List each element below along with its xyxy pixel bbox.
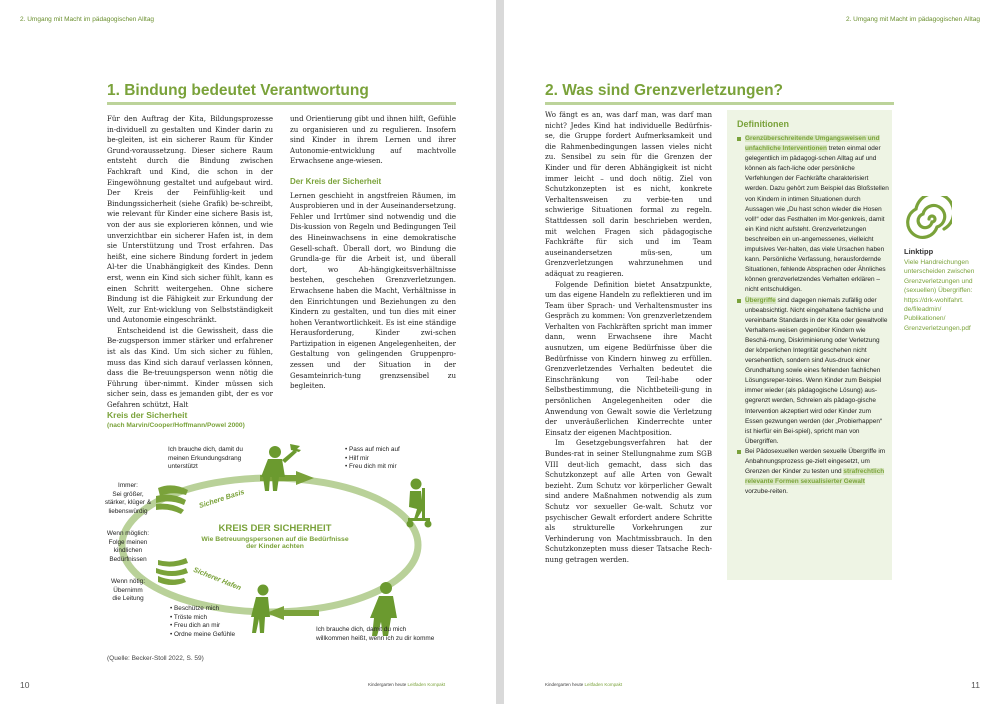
linktipp-line: (sexuellen) Übergriffen:	[904, 287, 973, 295]
linktipp-line: Viele Handreichungen	[904, 259, 969, 266]
spiral-icon	[906, 196, 952, 242]
footer-brand: Kindergarten heute	[368, 682, 407, 687]
footer	[545, 682, 622, 687]
diagram-subtitle: (nach Marvin/Cooper/Hoffmann/Powel 2000)	[107, 422, 245, 429]
label-line: unterstützt	[168, 463, 198, 471]
label-line: Bedürfnissen	[109, 555, 147, 563]
definitions-title: Definitionen	[737, 119, 789, 129]
label-line: • Pass auf mich auf	[345, 446, 400, 453]
label-line: Ich brauche dich, damit du mich	[316, 626, 407, 633]
page-number: 10	[20, 680, 30, 690]
label-bottom-left	[170, 605, 235, 639]
paragraph: Lernen geschieht in angstfreien Räumen, im Ausprobieren und in der Auseinandersetzung. Fehler und Irrtümer sind notwendig und die Dis-kussion von Regeln und Bedingungen Teil des Hineinwachsens in eine demokratische Gesell-schaft. Überall dort, wo Bindung die Grundla-ge für die Arbeit ist, und überall dort, wo Ab-hängigkeitsverhältnisse bestehen, geschehen Grenzverletzungen. Erwachsene haben die Macht, Verhältnisse in den Einrichtungen und Beziehungen zu den Kindern zu gestalten, und tun dies mit einer hohen Verantwortlichkeit. Es ist eine ständige Herausforderung, Kinder zwi-schen Partizipation in eigenen Angelegenheiten, der Gestaltung von gelingenden Gruppenpro-zessen und der Situation in der Gesamteinrich-tung grenzsensibel zu begleiten.	[290, 190, 456, 391]
linktipp-title: Linktipp	[904, 247, 934, 256]
definition-item	[737, 447, 889, 497]
label-line: • Ordne meine Gefühle	[170, 630, 236, 638]
label-if-possible	[100, 530, 156, 564]
label-line: stärker, klüger &	[104, 499, 152, 507]
label-if-necessary	[100, 578, 156, 604]
definition-item	[737, 296, 889, 447]
diagram-title: Kreis der Sicherheit	[107, 410, 188, 420]
footer-series: Leitfaden Kompakt	[584, 682, 623, 687]
body-column	[545, 110, 712, 566]
footer-brand: Kindergarten heute	[545, 682, 584, 687]
title-rule	[545, 102, 894, 105]
arc-label-safe-haven: Sicherer Hafen	[192, 564, 243, 593]
child-running-icon	[251, 585, 270, 634]
label-line: Folge meinen	[108, 538, 148, 546]
label-line: die Leitung	[112, 595, 144, 603]
paragraph: Im Gesetzgebungsverfahren hat der Bundes-rat in seiner Stellungnahme zum SGB VIII deut-lich gemacht, dass sich das Schutzkonzept auf alle Arten von Gewalt bezieht. Zum Schutz vor körperlicher Gewalt sind andere Maßnahmen notwendig als zum Schutz vor sexueller Ge-walt. Schutz vor psychischer Gewalt erfordert andere Schritte als strukturelle Vorkehrungen zur Verhinderung von Machtmissbrauch. In den Schutzkonzepten muss dieser Tatsache Rech-nung getragen werden.	[545, 438, 712, 564]
definition-text: sind dagegen niemals zufällig oder unbeabsichtigt. Nicht eingehaltene fachliche und vereinbarte Standards in der Kita oder gewaltvolle Verhaltens-weisen gegenüber Kindern wie Beschä-mung, Diskriminierung oder Verletzung der körperlichen Integrität geschehen nicht versehentlich, sondern sind Aus-druck einer Grundhaltung sowie eines fehlenden fachlichen Lösungsreper-toires. Wenn Kinder zum Beispiel immer wieder (als pädagogische Lösung) aus-gegrenzt werden, Schreien als pädago-gische Intervention akzeptiert wird oder Kinder zum Essen gezwungen werden (der „Probierhappen“ ist hierfür ein Bei-spiel), spricht man von Übergriffen.	[745, 296, 888, 445]
paragraph: Folgende Definition bietet Ansatzpunkte, um das eigene Handeln zu reflektieren und im Team über Sprach- und Verhaltensmuster ins Gespräch zu kommen: Von grenzverletzendem Verhalten von Fachkräften spricht man immer dann, wenn Erwachsene ihre Macht ausnutzen, um eigene Bedürfnisse über die Bedürfnisse von Kindern hinweg zu erfüllen. Grenzverletzendes Verhalten bedeutet die Einschränkung von Teil-habe oder Selbstbestimmung, die Nichtbeteili-gung in persönlichen Angelegenheiten oder die Anwendung von Gewalt sowie die Verletzung der unveräußerlichen Kinderrechte unter Einsatz der eigenen Machtposition.	[545, 279, 712, 437]
label-line: willkommen heißt, wenn ich zu dir komme	[316, 634, 435, 642]
label-line: • Freu dich an mir	[170, 622, 221, 630]
label-line: • Hilf mir	[345, 454, 369, 462]
label-bottom-need	[316, 626, 434, 643]
linktipp-link[interactable]: Publikationen/	[904, 315, 946, 323]
body-column-2	[290, 114, 456, 392]
right-page	[504, 0, 1000, 704]
label-line: Übernimm	[113, 586, 143, 594]
diagram-center-text	[190, 523, 360, 550]
definition-text: treten einmal oder gelegentlich im pädagogi-schen Alltag auf und können als fach-liche oder persönliche Verfehlungen der Fachkräfte charakterisiert werden. Dazu gehört zum Beispiel das Bloßstellen von Kindern in intimen Situationen durch Aussagen wie „Du hast schon wieder die Hosen voll!“ oder das Festhalten im Mor-genkreis, damit ein Kind nicht aufsteht. Grenzverletzungen beschreiben ein un-angemessenes, vielleicht impulsives Ver-halten, das viele Ursachen haben kann. Persönliche Verfassung, herausfordernde Situationen, fehlende Absprachen oder Ähnliches können grenzverletzendes Verhalten erklären – nicht entschuldigen.	[745, 145, 889, 294]
label-line: Wenn nötig:	[111, 578, 145, 585]
highlight-term: Grenzüberschreitende Umgangsweisen und unfachliche Interventionen	[745, 135, 880, 153]
label-line: liebenswürdig	[108, 507, 148, 515]
center-subtitle-line: der Kinder achten	[246, 543, 304, 550]
label-line: • Beschütze mich	[170, 605, 220, 612]
child-playing-icon	[261, 444, 301, 491]
linktipp-link[interactable]: de/fileadmin/	[904, 306, 942, 314]
label-line: kindlichen	[113, 547, 143, 555]
label-line: Sei größer,	[112, 490, 144, 498]
body-column-1	[107, 114, 273, 411]
linktipp-text	[904, 258, 994, 333]
running-head: 2. Umgang mit Macht im pädagogischen Alltag	[845, 16, 980, 23]
definitions-list	[737, 134, 889, 497]
paragraph: und Orientierung gibt und ihnen hilft, Gefühle zu organisieren und zu regulieren. Insofern sind Kinder in ihrem Lernen und ihrer Autonomie-entwicklung auf machtvolle Erwachsene ange-wiesen.	[290, 114, 456, 166]
paragraph: Wo fängt es an, was darf man, was darf man nicht? Jedes Kind hat individuelle Bedürfnis-se, die Gruppe fordert Aufmerksamkeit und die Rahmenbedingungen lassen vieles nicht zu. Sensibel zu sein für die Grenzen der Kinder und für deren Abhängigkeit ist nicht immer leicht – und doch nötig. Ziel von Schutzkonzepten ist es nicht, konkrete Verhaltensweisen zu verbie-ten und schwierige Situationen formal zu regeln. Stattdessen soll darin beschrieben werden, mit welchen Fragen sich pädagogische Fachkräfte für sich und im Team auseinandersetzen müs-sen, um Grenzverletzungen wahrzunehmen und adäquat zu reagieren.	[545, 110, 712, 278]
definition-text: Bei Pädosexuellen werden sexuelle Übergriffe im Anbahnungsprozess ge-zielt eingesetzt, um Grenzen der Kinder zu testen und	[745, 447, 886, 476]
linktipp-line: unterscheiden zwischen	[904, 268, 975, 276]
child-on-scooter-icon	[407, 479, 432, 528]
label-line: Immer:	[118, 482, 138, 489]
center-subtitle-line: Wie Betreuungspersonen auf die Bedürfnisse	[201, 536, 349, 543]
label-top-need	[168, 446, 243, 472]
paragraph: Entscheidend ist die Gewissheit, dass die Be-zugsperson immer stärker und erfahrener ist als das Kind. Um sich sicher zu fühlen, muss das Kind sich darauf verlassen können, dass die Be-treuungsperson wenn nötig die Führung über-nimmt. Kinder müssen sich sicher sein, dass es jemanden gibt, der es vor Gefahren schützt, Halt	[107, 325, 273, 410]
label-always	[100, 482, 156, 516]
label-line: Ich brauche dich, damit du	[168, 446, 243, 453]
linktipp-line: Grenzverletzungen und	[904, 277, 973, 285]
label-line: meinen Erkundungsdrang	[168, 454, 242, 462]
hands-icon	[156, 485, 188, 585]
label-line: Wenn möglich:	[106, 530, 150, 537]
section-title: 1. Bindung bedeutet Verantwortung	[107, 82, 369, 99]
label-line: • Tröste mich	[170, 613, 208, 621]
definition-text: vorzube-reiten.	[745, 488, 788, 496]
highlight-term: Übergriffe	[745, 296, 776, 304]
arc-label-secure-base: Sichere Basis	[197, 486, 246, 511]
linktipp-link[interactable]: Grenzverletzungen.pdf	[904, 324, 971, 332]
highlight-term: strafrechtlich relevante Formen sexualisierter Gewalt	[745, 468, 885, 486]
arrow-shaft	[283, 610, 319, 616]
footer	[368, 682, 445, 687]
label-top-right	[345, 446, 400, 472]
label-line: • Freu dich mit mir	[345, 463, 397, 471]
source-note: (Quelle: Becker-Stoll 2022, S. 59)	[107, 655, 204, 662]
definition-item	[737, 134, 889, 296]
running-head: 2. Umgang mit Macht im pädagogischen Alltag	[20, 16, 155, 23]
title-rule	[107, 102, 456, 105]
linktipp-link[interactable]: https://drk-wohlfahrt.	[904, 296, 964, 304]
section-title: 2. Was sind Grenzverletzungen?	[545, 82, 784, 99]
footer-series: Leitfaden Kompakt	[407, 682, 446, 687]
left-page	[0, 0, 496, 704]
subheading: Der Kreis der Sicherheit	[290, 176, 382, 186]
paragraph: Für den Auftrag der Kita, Bildungsprozesse in-dividuell zu gestalten und Kinder darin zu be-gleiten, ist ein sicherer Raum für Kinder Grund-voraussetzung. Dieser sichere Raum entsteht durch die Bindung zwischen Fachkraft und Kind, die schon in der Eingewöhnung gestaltet und aufgebaut wird. Der Kreis der Feinfühlig-keit und Bindungssicherheit (siehe Grafik) be-schreibt, wie relevant für Kinder eine sichere Basis ist, von der aus sie explorieren können, und wie unverzichtbar ein sicherer Hafen ist, in dem sie Unterstützung und Trost erfahren. Das heißt, eine sichere Bindung fordert in jedem Al-ter die Unabhängigkeit des Kindes. Denn erst, wenn ein Kind sich sicher fühlt, kann es einen Schritt weitergehen. Ohne sichere Bindung ist die Fähigkeit zur Erkundung der Welt, zur Ent-wicklung von Selbstständigkeit und Autonomie eingeschränkt.	[107, 114, 273, 325]
page-number: 11	[971, 680, 980, 690]
center-title: KREIS DER SICHERHEIT	[218, 523, 332, 534]
